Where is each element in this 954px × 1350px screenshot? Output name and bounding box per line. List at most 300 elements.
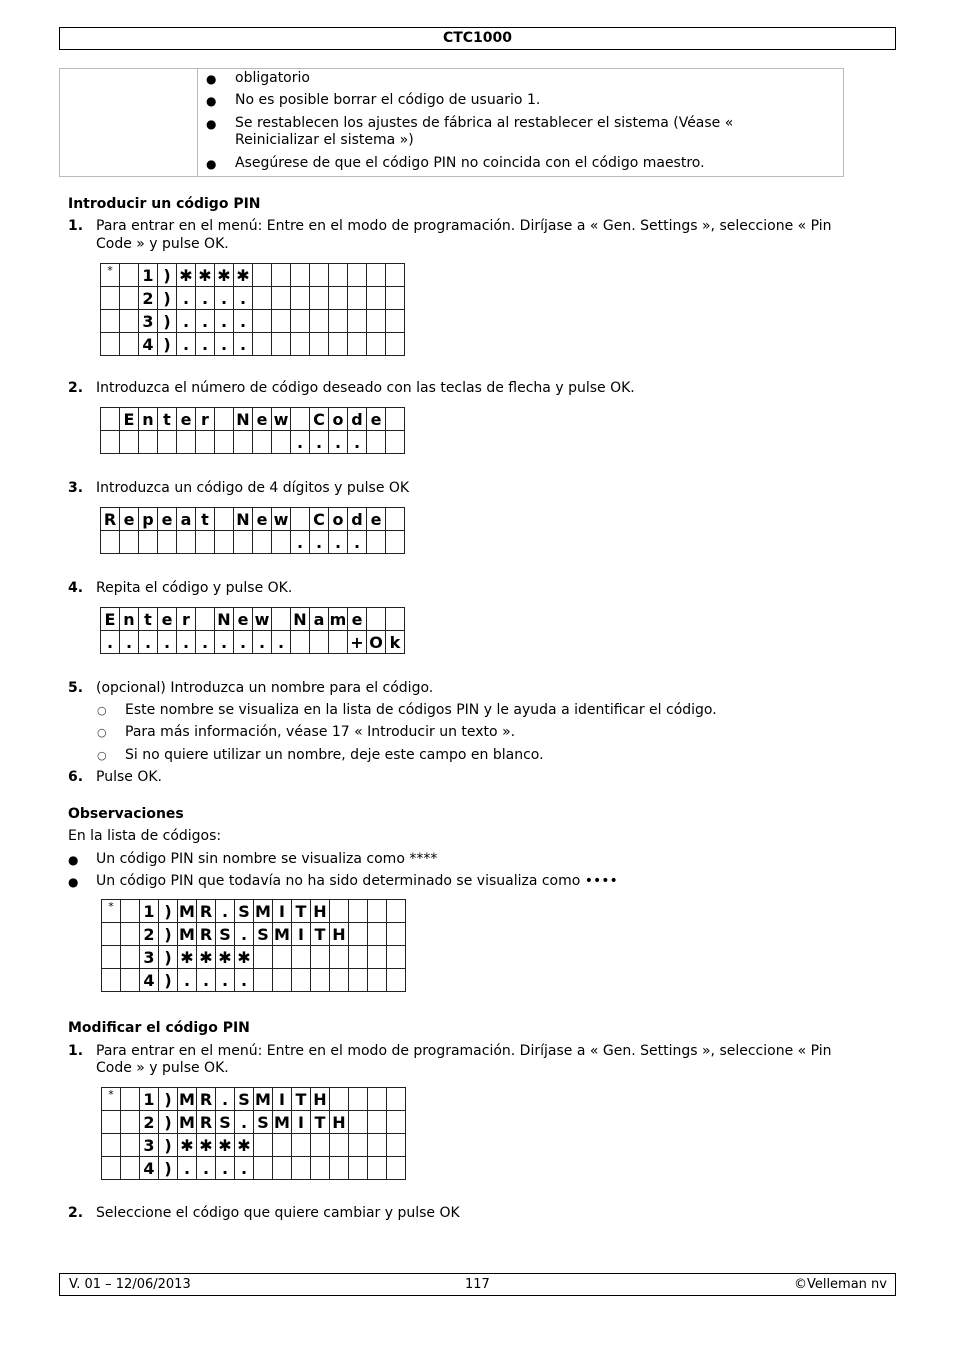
lcd-cell: 1 <box>140 900 159 923</box>
lcd-cell: . <box>120 631 139 654</box>
lcd-cell <box>253 287 272 310</box>
lcd-cell: T <box>292 1088 311 1111</box>
lcd-cell: n <box>120 608 139 631</box>
bullet-icon: ● <box>206 94 217 108</box>
lcd-cell <box>215 508 234 531</box>
lcd-cell: C <box>310 408 329 431</box>
lcd-cell: e <box>158 508 177 531</box>
lcd-cell: ✱ <box>178 1134 197 1157</box>
lcd-cell <box>177 431 196 454</box>
footer-copyright: ©Velleman nv <box>793 1277 887 1292</box>
lcd-cell <box>121 1157 140 1180</box>
lcd-cell <box>310 264 329 287</box>
lcd-cell: t <box>196 508 215 531</box>
lcd-cell: R <box>101 508 120 531</box>
lcd-cell: 2 <box>140 1111 159 1134</box>
lcd-cell <box>291 287 310 310</box>
lcd-cell <box>348 287 367 310</box>
lcd-cell: 2 <box>140 923 159 946</box>
lcd-cell: ✱ <box>196 264 215 287</box>
lcd-cell <box>102 1111 121 1134</box>
lcd-cell <box>311 946 330 969</box>
lcd-cell: 4 <box>140 969 159 992</box>
bullet-text: Un código PIN sin nombre se visualiza como **** <box>96 851 438 867</box>
lcd-cell: t <box>158 408 177 431</box>
lcd-cell <box>330 1157 349 1180</box>
lcd-cell <box>121 900 140 923</box>
step-text: Para entrar en el menú: Entre en el modo de programación. Diríjase a « Gen. Settings », seleccione « Pin <box>96 1043 832 1059</box>
lcd-cell <box>349 946 368 969</box>
lcd-cell: p <box>139 508 158 531</box>
lcd-cell <box>349 1111 368 1134</box>
lcd-cell <box>120 264 139 287</box>
intro-bullet-2: No es posible borrar el código de usuario 1. <box>235 92 541 108</box>
lcd-cell: I <box>273 1088 292 1111</box>
lcd-cell <box>367 608 386 631</box>
sub-bullet-text: Este nombre se visualiza en la lista de códigos PIN y le ayuda a identificar el código. <box>125 702 717 718</box>
lcd-cell: . <box>234 631 253 654</box>
lcd-cell <box>272 310 291 333</box>
lcd-cell <box>387 1157 406 1180</box>
document-footer <box>59 1273 896 1296</box>
lcd-cell <box>272 431 291 454</box>
lcd-cell: I <box>273 900 292 923</box>
lcd-cell <box>349 1088 368 1111</box>
lcd-cell <box>387 923 406 946</box>
lcd-cell: C <box>310 508 329 531</box>
lcd-cell <box>120 531 139 554</box>
lcd-cell: r <box>196 408 215 431</box>
step-text: Repita el código y pulse OK. <box>96 580 293 596</box>
lcd-cell <box>291 333 310 356</box>
lcd-cell: * <box>101 264 120 287</box>
lcd-cell <box>254 1134 273 1157</box>
lcd-cell <box>272 264 291 287</box>
lcd-cell: . <box>272 631 291 654</box>
lcd-cell: . <box>329 531 348 554</box>
lcd-cell <box>330 1088 349 1111</box>
lcd-cell <box>234 531 253 554</box>
section-title-modificar: Modificar el código PIN <box>68 1020 250 1036</box>
lcd-cell: . <box>235 1111 254 1134</box>
lcd-cell <box>254 969 273 992</box>
lcd-cell <box>348 333 367 356</box>
paragraph: En la lista de códigos: <box>68 828 222 844</box>
step-number: 1. <box>68 1043 84 1059</box>
lcd-cell <box>272 531 291 554</box>
lcd-cell <box>387 1111 406 1134</box>
step-text: Code » y pulse OK. <box>96 1060 229 1076</box>
bullet-icon: ● <box>68 853 79 867</box>
lcd-cell <box>101 333 120 356</box>
lcd-screen-3 <box>100 507 405 554</box>
lcd-cell <box>273 969 292 992</box>
lcd-cell <box>121 923 140 946</box>
lcd-cell: ✱ <box>177 264 196 287</box>
lcd-cell: + <box>348 631 367 654</box>
lcd-cell <box>368 1157 387 1180</box>
lcd-cell <box>386 408 405 431</box>
lcd-cell: d <box>348 508 367 531</box>
lcd-cell: ✱ <box>235 946 254 969</box>
lcd-cell <box>367 310 386 333</box>
lcd-cell: H <box>311 900 330 923</box>
circle-bullet-icon: ○ <box>97 749 107 762</box>
lcd-cell: M <box>179 924 195 944</box>
lcd-cell <box>158 431 177 454</box>
lcd-cell: o <box>329 508 348 531</box>
lcd-cell: . <box>215 287 234 310</box>
document-header <box>59 27 896 50</box>
lcd-cell: e <box>158 608 177 631</box>
lcd-cell: . <box>310 431 329 454</box>
lcd-cell: e <box>367 508 386 531</box>
lcd-cell <box>310 333 329 356</box>
lcd-cell <box>368 923 387 946</box>
lcd-cell: a <box>310 608 329 631</box>
lcd-cell: ) <box>158 287 177 310</box>
lcd-cell: . <box>234 287 253 310</box>
lcd-cell: . <box>197 1157 216 1180</box>
lcd-cell <box>291 408 310 431</box>
lcd-cell <box>386 431 405 454</box>
step-text: Code » y pulse OK. <box>96 236 229 252</box>
lcd-screen-6 <box>101 1087 406 1180</box>
lcd-cell: . <box>235 969 254 992</box>
lcd-cell: N <box>291 608 310 631</box>
lcd-cell: E <box>101 608 120 631</box>
lcd-cell <box>291 631 310 654</box>
lcd-cell: ) <box>158 310 177 333</box>
lcd-cell: N <box>234 508 253 531</box>
lcd-cell <box>368 946 387 969</box>
lcd-cell <box>196 608 215 631</box>
lcd-cell: ✱ <box>235 1134 254 1157</box>
lcd-cell <box>120 287 139 310</box>
lcd-cell: . <box>196 287 215 310</box>
step-text: Pulse OK. <box>96 769 162 785</box>
step-number: 2. <box>68 1205 84 1221</box>
lcd-cell: ✱ <box>197 1134 216 1157</box>
lcd-cell: . <box>178 969 197 992</box>
footer-version: V. 01 – 12/06/2013 <box>69 1277 191 1292</box>
lcd-cell: . <box>177 333 196 356</box>
lcd-cell <box>120 333 139 356</box>
lcd-cell <box>253 264 272 287</box>
lcd-cell: m <box>329 609 347 629</box>
lcd-cell: R <box>197 900 216 923</box>
lcd-cell <box>329 264 348 287</box>
lcd-cell: S <box>235 1088 254 1111</box>
lcd-cell: . <box>235 923 254 946</box>
lcd-cell <box>367 287 386 310</box>
lcd-cell: e <box>177 408 196 431</box>
lcd-cell: 3 <box>140 946 159 969</box>
lcd-cell <box>292 1157 311 1180</box>
lcd-cell: . <box>310 531 329 554</box>
lcd-cell <box>387 946 406 969</box>
lcd-cell: . <box>291 431 310 454</box>
lcd-cell <box>139 431 158 454</box>
lcd-cell <box>311 1157 330 1180</box>
lcd-cell <box>387 900 406 923</box>
lcd-cell: R <box>197 1088 216 1111</box>
lcd-cell: t <box>139 608 158 631</box>
lcd-cell <box>367 431 386 454</box>
step-text: (opcional) Introduzca un nombre para el código. <box>96 680 434 696</box>
lcd-cell <box>349 1134 368 1157</box>
intro-table <box>59 68 844 177</box>
lcd-cell <box>348 264 367 287</box>
step-text: Seleccione el código que quiere cambiar y pulse OK <box>96 1205 460 1221</box>
lcd-cell <box>386 608 405 631</box>
lcd-cell <box>272 333 291 356</box>
lcd-cell <box>158 531 177 554</box>
lcd-cell: M <box>179 901 195 921</box>
lcd-cell <box>367 264 386 287</box>
lcd-cell <box>368 969 387 992</box>
lcd-cell: ) <box>159 1088 178 1111</box>
lcd-cell: . <box>234 333 253 356</box>
lcd-cell: a <box>177 508 196 531</box>
lcd-cell: . <box>178 1157 197 1180</box>
lcd-cell <box>387 1088 406 1111</box>
lcd-cell: . <box>101 631 120 654</box>
lcd-cell: ✱ <box>197 946 216 969</box>
lcd-cell <box>102 1157 121 1180</box>
bullet-icon: ● <box>68 875 79 889</box>
lcd-cell: e <box>120 508 139 531</box>
lcd-cell <box>215 431 234 454</box>
lcd-cell: M <box>274 924 290 944</box>
lcd-cell: 1 <box>139 264 158 287</box>
lcd-cell: . <box>177 310 196 333</box>
lcd-cell <box>121 969 140 992</box>
lcd-cell: H <box>311 1088 330 1111</box>
step-number: 3. <box>68 480 84 496</box>
lcd-cell <box>330 969 349 992</box>
lcd-cell <box>368 900 387 923</box>
footer-page-number: 117 <box>465 1277 490 1292</box>
lcd-cell <box>348 310 367 333</box>
lcd-cell: M <box>179 1089 195 1109</box>
lcd-cell: S <box>254 1111 273 1134</box>
intro-table-left-cell <box>60 69 198 176</box>
lcd-cell <box>291 310 310 333</box>
lcd-cell <box>234 431 253 454</box>
lcd-cell <box>120 310 139 333</box>
lcd-cell: e <box>367 408 386 431</box>
lcd-cell <box>329 631 348 654</box>
circle-bullet-icon: ○ <box>97 726 107 739</box>
lcd-cell <box>386 531 405 554</box>
intro-bullet-4: Asegúrese de que el código PIN no coincida con el código maestro. <box>235 155 705 171</box>
lcd-cell <box>291 264 310 287</box>
step-text: Introduzca el número de código deseado con las teclas de flecha y pulse OK. <box>96 380 635 396</box>
lcd-cell <box>386 508 405 531</box>
lcd-cell: M <box>255 1089 271 1109</box>
step-text: Para entrar en el menú: Entre en el modo de programación. Diríjase a « Gen. Settings », seleccione « Pin <box>96 218 832 234</box>
lcd-cell <box>101 531 120 554</box>
lcd-cell <box>368 1134 387 1157</box>
lcd-cell: ✱ <box>216 946 235 969</box>
lcd-cell: ) <box>158 333 177 356</box>
lcd-cell: . <box>235 1157 254 1180</box>
lcd-cell: ✱ <box>216 1134 235 1157</box>
lcd-cell <box>273 1134 292 1157</box>
lcd-cell <box>292 946 311 969</box>
bullet-icon: ● <box>206 72 217 86</box>
lcd-cell: S <box>235 900 254 923</box>
section-title-introducir: Introducir un código PIN <box>68 196 261 212</box>
lcd-cell <box>349 923 368 946</box>
bullet-icon: ● <box>206 157 217 171</box>
lcd-cell: T <box>311 923 330 946</box>
lcd-cell: ) <box>159 946 178 969</box>
lcd-cell <box>273 946 292 969</box>
lcd-cell <box>311 1134 330 1157</box>
step-number: 2. <box>68 380 84 396</box>
lcd-cell: . <box>215 631 234 654</box>
lcd-cell: e <box>253 508 272 531</box>
lcd-cell <box>349 1157 368 1180</box>
lcd-cell <box>273 1157 292 1180</box>
lcd-cell: . <box>139 631 158 654</box>
lcd-cell: I <box>292 1111 311 1134</box>
lcd-cell: . <box>216 1088 235 1111</box>
section-title-observaciones: Observaciones <box>68 806 184 822</box>
lcd-cell: . <box>158 631 177 654</box>
lcd-cell: w <box>272 508 291 531</box>
lcd-cell <box>101 310 120 333</box>
lcd-cell: . <box>253 631 272 654</box>
lcd-cell: r <box>177 608 196 631</box>
lcd-cell: S <box>216 923 235 946</box>
lcd-cell: * <box>102 1088 121 1111</box>
lcd-cell <box>215 408 234 431</box>
lcd-cell <box>386 333 405 356</box>
lcd-cell: T <box>311 1111 330 1134</box>
lcd-cell <box>101 287 120 310</box>
lcd-cell: 1 <box>140 1088 159 1111</box>
lcd-cell: 3 <box>140 1134 159 1157</box>
lcd-cell <box>329 287 348 310</box>
lcd-screen-1 <box>100 263 405 356</box>
lcd-cell <box>368 1088 387 1111</box>
lcd-cell <box>102 946 121 969</box>
lcd-cell <box>253 431 272 454</box>
intro-bullet-3-cont: Reinicializar el sistema ») <box>235 132 414 148</box>
lcd-cell: . <box>216 969 235 992</box>
lcd-cell: . <box>177 287 196 310</box>
lcd-cell <box>121 946 140 969</box>
lcd-cell <box>254 1157 273 1180</box>
lcd-cell <box>102 1134 121 1157</box>
lcd-cell <box>387 1134 406 1157</box>
lcd-cell <box>310 631 329 654</box>
lcd-cell: . <box>215 310 234 333</box>
lcd-cell <box>139 531 158 554</box>
sub-bullet-text: Si no quiere utilizar un nombre, deje este campo en blanco. <box>125 747 544 763</box>
bullet-icon: ● <box>206 117 217 131</box>
lcd-cell <box>102 923 121 946</box>
document-title: CTC1000 <box>442 30 513 46</box>
lcd-cell: H <box>330 923 349 946</box>
lcd-cell: ) <box>158 264 177 287</box>
lcd-cell: 3 <box>139 310 158 333</box>
intro-bullet-1: obligatorio <box>235 70 310 86</box>
lcd-cell <box>329 333 348 356</box>
lcd-cell: e <box>348 608 367 631</box>
lcd-cell: E <box>120 408 139 431</box>
bullet-text: Un código PIN que todavía no ha sido determinado se visualiza como •••• <box>96 873 618 889</box>
lcd-cell: . <box>329 431 348 454</box>
lcd-cell <box>196 431 215 454</box>
lcd-cell <box>272 287 291 310</box>
lcd-cell <box>177 531 196 554</box>
lcd-cell <box>387 969 406 992</box>
lcd-cell: ) <box>159 969 178 992</box>
step-number: 6. <box>68 769 84 785</box>
lcd-cell <box>121 1088 140 1111</box>
lcd-cell: M <box>179 1112 195 1132</box>
lcd-cell: e <box>253 408 272 431</box>
lcd-cell: ) <box>159 1157 178 1180</box>
lcd-cell: ) <box>159 923 178 946</box>
lcd-cell <box>253 531 272 554</box>
lcd-cell: * <box>102 900 121 923</box>
lcd-cell: . <box>196 631 215 654</box>
lcd-cell <box>292 969 311 992</box>
lcd-cell <box>101 408 120 431</box>
lcd-cell: . <box>348 431 367 454</box>
lcd-cell: ✱ <box>215 264 234 287</box>
lcd-cell: . <box>177 631 196 654</box>
lcd-cell <box>196 531 215 554</box>
lcd-cell <box>121 1111 140 1134</box>
lcd-cell: ) <box>159 900 178 923</box>
lcd-cell: . <box>234 310 253 333</box>
lcd-cell: k <box>386 631 405 654</box>
lcd-cell <box>291 508 310 531</box>
lcd-cell <box>120 431 139 454</box>
lcd-cell: d <box>348 408 367 431</box>
lcd-cell: O <box>367 631 386 654</box>
lcd-cell <box>367 333 386 356</box>
lcd-cell: 4 <box>139 333 158 356</box>
lcd-cell: 2 <box>139 287 158 310</box>
lcd-cell <box>310 287 329 310</box>
lcd-cell: w <box>272 408 291 431</box>
lcd-cell: . <box>291 531 310 554</box>
lcd-cell: N <box>215 608 234 631</box>
lcd-cell: 4 <box>140 1157 159 1180</box>
step-number: 5. <box>68 680 84 696</box>
lcd-cell <box>102 969 121 992</box>
lcd-cell: ) <box>159 1134 178 1157</box>
lcd-cell: T <box>292 900 311 923</box>
lcd-cell: S <box>254 923 273 946</box>
lcd-cell <box>349 969 368 992</box>
lcd-cell: ✱ <box>234 264 253 287</box>
lcd-cell: . <box>348 531 367 554</box>
lcd-cell: . <box>196 310 215 333</box>
step-number: 1. <box>68 218 84 234</box>
lcd-cell <box>311 969 330 992</box>
lcd-cell: e <box>234 608 253 631</box>
lcd-cell: . <box>216 1157 235 1180</box>
intro-bullet-3: Se restablecen los ajustes de fábrica al restablecer el sistema (Véase « <box>235 115 734 131</box>
